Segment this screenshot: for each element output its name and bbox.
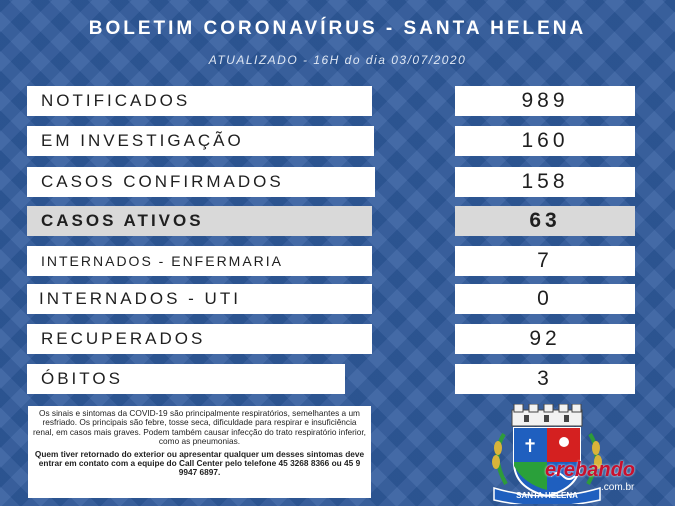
stat-label: INTERNADOS - UTI [27, 284, 372, 314]
stat-label: ÓBITOS [27, 364, 345, 394]
watermark-logo: erebando [545, 459, 636, 481]
stat-label: EM INVESTIGAÇÃO [27, 126, 374, 156]
notice-paragraph-contact: Quem tiver retornado do exterior ou apresentar qualquer um desses sintomas deve entrar em contato com a equipe do Call Center pelo telefone 45 3268 8366 ou 45 9 9947 6897. [34, 448, 365, 478]
stat-row-recuperados [0, 324, 675, 354]
stat-label: RECUPERADOS [27, 324, 372, 354]
stat-row-internados-uti [0, 284, 675, 314]
crest-banner [494, 488, 600, 504]
stat-row-em-investigacao [0, 126, 675, 156]
stat-row-casos-confirmados [0, 167, 675, 197]
svg-text:✝: ✝ [522, 436, 538, 457]
stat-value: 0 [455, 284, 635, 314]
update-timestamp: ATUALIZADO - 16H do dia 03/07/2020 [208, 53, 467, 67]
stat-value: 92 [455, 324, 635, 354]
stat-row-internados-enfermaria [0, 246, 675, 276]
page-title: BOLETIM CORONAVÍRUS - SANTA HELENA [88, 18, 587, 39]
stat-label: CASOS CONFIRMADOS [27, 167, 375, 197]
stat-row-obitos [0, 364, 675, 394]
watermark-domain: .com.br [601, 482, 635, 493]
stat-value: 63 [455, 206, 635, 236]
notice-paragraph-symptoms: Os sinais e sintomas da COVID-19 são principalmente respiratórios, semelhantes a um resfriado. Os principais são febre, tosse seca, dificuldade para respirar e insuficiência renal, em casos mais graves. Podem também causar infecção do trato respiratório inferior, como as pneumonias. [33, 408, 366, 447]
stat-row-casos-ativos [0, 206, 675, 236]
mural-crown-icon [512, 404, 582, 426]
stat-label: CASOS ATIVOS [27, 206, 372, 236]
stat-value: 160 [455, 126, 635, 156]
stat-value: 3 [455, 364, 635, 394]
symptoms-notice [28, 406, 371, 498]
crest-banner-text: SANTA HELENA [516, 491, 578, 500]
santa-helena-crest-logo [484, 404, 610, 504]
stat-label: NOTIFICADOS [27, 86, 372, 116]
stat-value: 158 [455, 167, 635, 197]
stat-row-notificados [0, 86, 675, 116]
stat-value: 7 [455, 246, 635, 276]
stat-label: INTERNADOS - ENFERMARIA [27, 246, 372, 276]
stat-value: 989 [455, 86, 635, 116]
